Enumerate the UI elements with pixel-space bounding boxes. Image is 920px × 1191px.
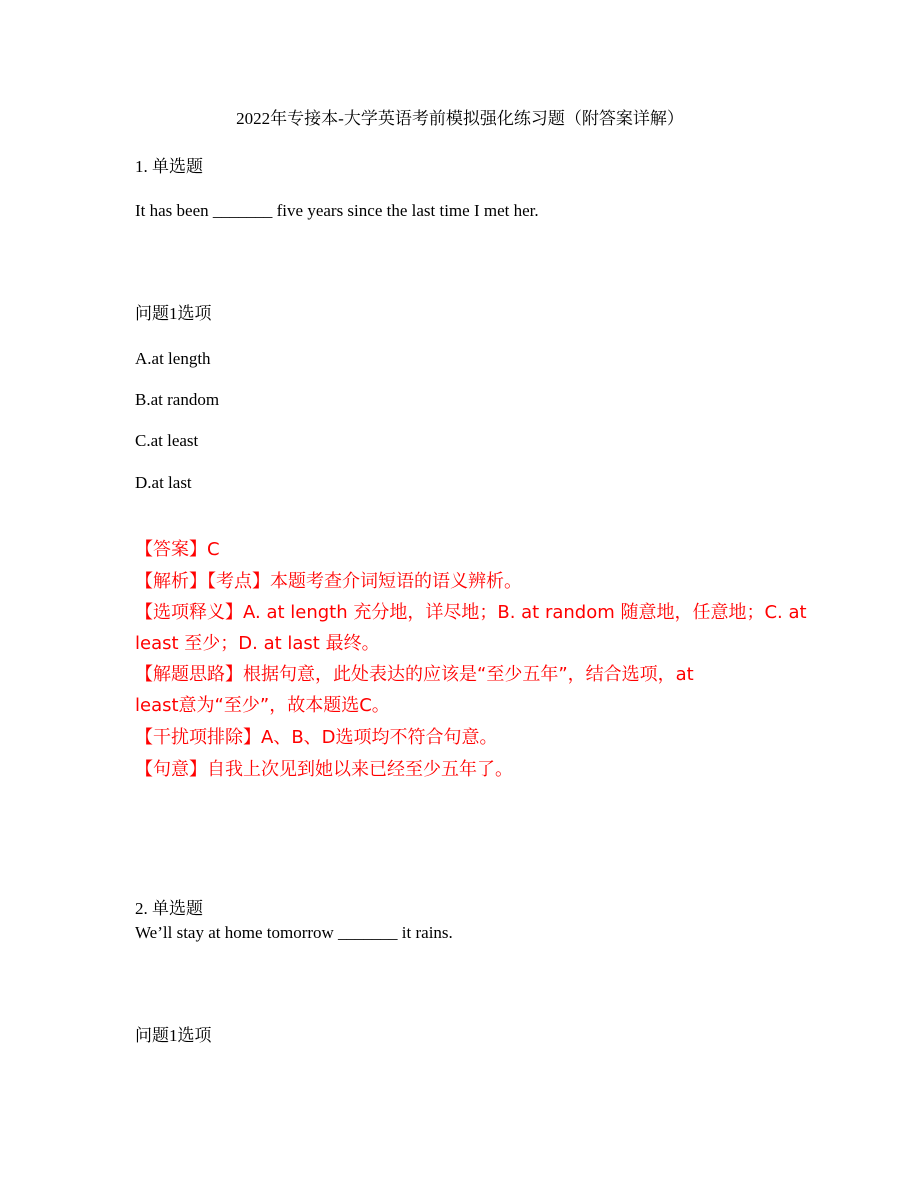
approach-line-1: 【解题思路】根据句意，此处表达的应该是“至少五年”，结合选项，at	[135, 664, 694, 685]
question-1-option-d: D.at last	[135, 473, 192, 492]
options-meaning-line-1: 【选项释义】A. at length 充分地，详尽地；B. at random 随意地，任意地；C. at	[135, 602, 807, 623]
question-2-stem: We’ll stay at home tomorrow _______ it rains.	[135, 923, 453, 942]
question-1-heading: 1. 单选题	[135, 157, 203, 176]
question-1-option-b: B.at random	[135, 390, 220, 409]
options-meaning-line-2: least 至少；D. at last 最终。	[135, 633, 380, 654]
question-1-stem: It has been _______ five years since the last time I met her.	[135, 201, 539, 220]
question-1-option-c: C.at least	[135, 431, 199, 450]
analysis-line: 【解析】【考点】本题考查介词短语的语义辨析。	[135, 571, 522, 592]
translation-line: 【句意】自我上次见到她以来已经至少五年了。	[135, 759, 513, 780]
approach-line-2: least意为“至少”，故本题选C。	[135, 695, 390, 716]
question-2-options-heading: 问题1选项	[135, 1026, 212, 1045]
question-1-option-a: A.at length	[135, 349, 211, 368]
question-2-heading: 2. 单选题	[135, 899, 203, 918]
document-title: 2022年专接本-大学英语考前模拟强化练习题（附答案详解）	[236, 109, 684, 128]
question-1-options-heading: 问题1选项	[135, 304, 212, 323]
answer-line: 【答案】C	[135, 539, 220, 560]
distractors-line: 【干扰项排除】A、B、D选项均不符合句意。	[135, 727, 498, 748]
